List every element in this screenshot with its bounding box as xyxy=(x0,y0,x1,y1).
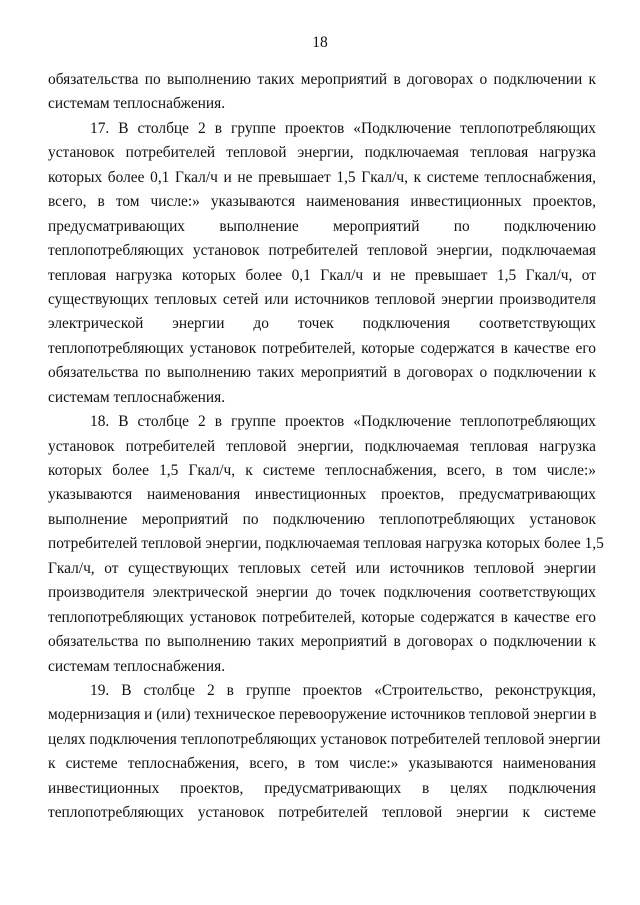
text-line: к системе теплоснабжения, всего, в том числе:» указываются наименования xyxy=(48,755,596,773)
text-line: выполнение мероприятий по подключению теплопотребляющих установок xyxy=(48,510,596,528)
text-line: которых более 0,1 Гкал/ч и не превышает 1,5 Гкал/ч, к системе теплоснабжения, xyxy=(48,168,596,186)
text-line: модернизация и (или) техническое перевооружение источников тепловой энергии в xyxy=(48,706,597,724)
text-line: 17. В столбце 2 в группе проектов «Подключение теплопотребляющих xyxy=(90,119,596,137)
paragraph-container xyxy=(48,68,604,826)
text-line: целях подключения теплопотребляющих установок потребителей тепловой энергии xyxy=(48,730,601,748)
page-number: 18 xyxy=(312,34,328,51)
text-line: установок потребителей тепловой энергии, подключаемая тепловая нагрузка xyxy=(48,144,596,162)
text-line: потребителей тепловой энергии, подключаемая тепловая нагрузка которых более 1,5 xyxy=(48,535,604,553)
text-line: Гкал/ч, от существующих тепловых сетей или источников тепловой энергии xyxy=(48,559,596,577)
text-line: теплопотребляющих установок потребителей тепловой энергии к системе xyxy=(48,804,596,822)
text-line: существующих тепловых сетей или источников тепловой энергии производителя xyxy=(48,290,596,308)
text-line: теплопотребляющих установок потребителей, которые содержатся в качестве его xyxy=(48,339,596,357)
text-line: системам теплоснабжения. xyxy=(48,657,226,675)
text-line: обязательства по выполнению таких мероприятий в договорах о подключении к xyxy=(48,71,596,88)
text-line: системам теплоснабжения. xyxy=(48,95,226,113)
text-line: теплопотребляющих установок потребителей тепловой энергии, подключаемая xyxy=(48,242,596,260)
paragraph-p17 xyxy=(48,117,596,410)
paragraph-p16-tail xyxy=(48,68,596,117)
text-line: которых более 1,5 Гкал/ч, к системе теплоснабжения, всего, в том числе:» xyxy=(48,462,596,479)
text-line: 18. В столбце 2 в группе проектов «Подключение теплопотребляющих xyxy=(90,413,596,431)
text-line: электрической энергии до точек подключения соответствующих xyxy=(48,315,596,333)
text-line: 19. В столбце 2 в группе проектов «Строительство, реконструкция, xyxy=(90,681,596,699)
document-body xyxy=(48,68,604,826)
text-line: обязательства по выполнению таких мероприятий в договорах о подключении к xyxy=(48,364,596,382)
text-line: теплопотребляющих установок потребителей, которые содержатся в качестве его xyxy=(48,608,596,626)
text-line: системам теплоснабжения. xyxy=(48,388,226,406)
paragraph-p19 xyxy=(48,679,601,826)
text-line: инвестиционных проектов, предусматривающих в целях подключения xyxy=(48,779,596,797)
text-line: установок потребителей тепловой энергии, подключаемая тепловая нагрузка xyxy=(48,437,596,455)
text-line: указываются наименования инвестиционных проектов, предусматривающих xyxy=(48,486,596,504)
text-line: производителя электрической энергии до точек подключения соответствующих xyxy=(48,584,596,602)
paragraph-p18 xyxy=(48,410,604,679)
text-line: предусматривающих выполнение мероприятий по подключению xyxy=(48,217,596,235)
text-line: обязательства по выполнению таких мероприятий в договорах о подключении к xyxy=(48,633,596,651)
text-line: всего, в том числе:» указываются наименования инвестиционных проектов, xyxy=(48,193,596,211)
text-line: тепловая нагрузка которых более 0,1 Гкал/ч и не превышает 1,5 Гкал/ч, от xyxy=(48,266,596,284)
